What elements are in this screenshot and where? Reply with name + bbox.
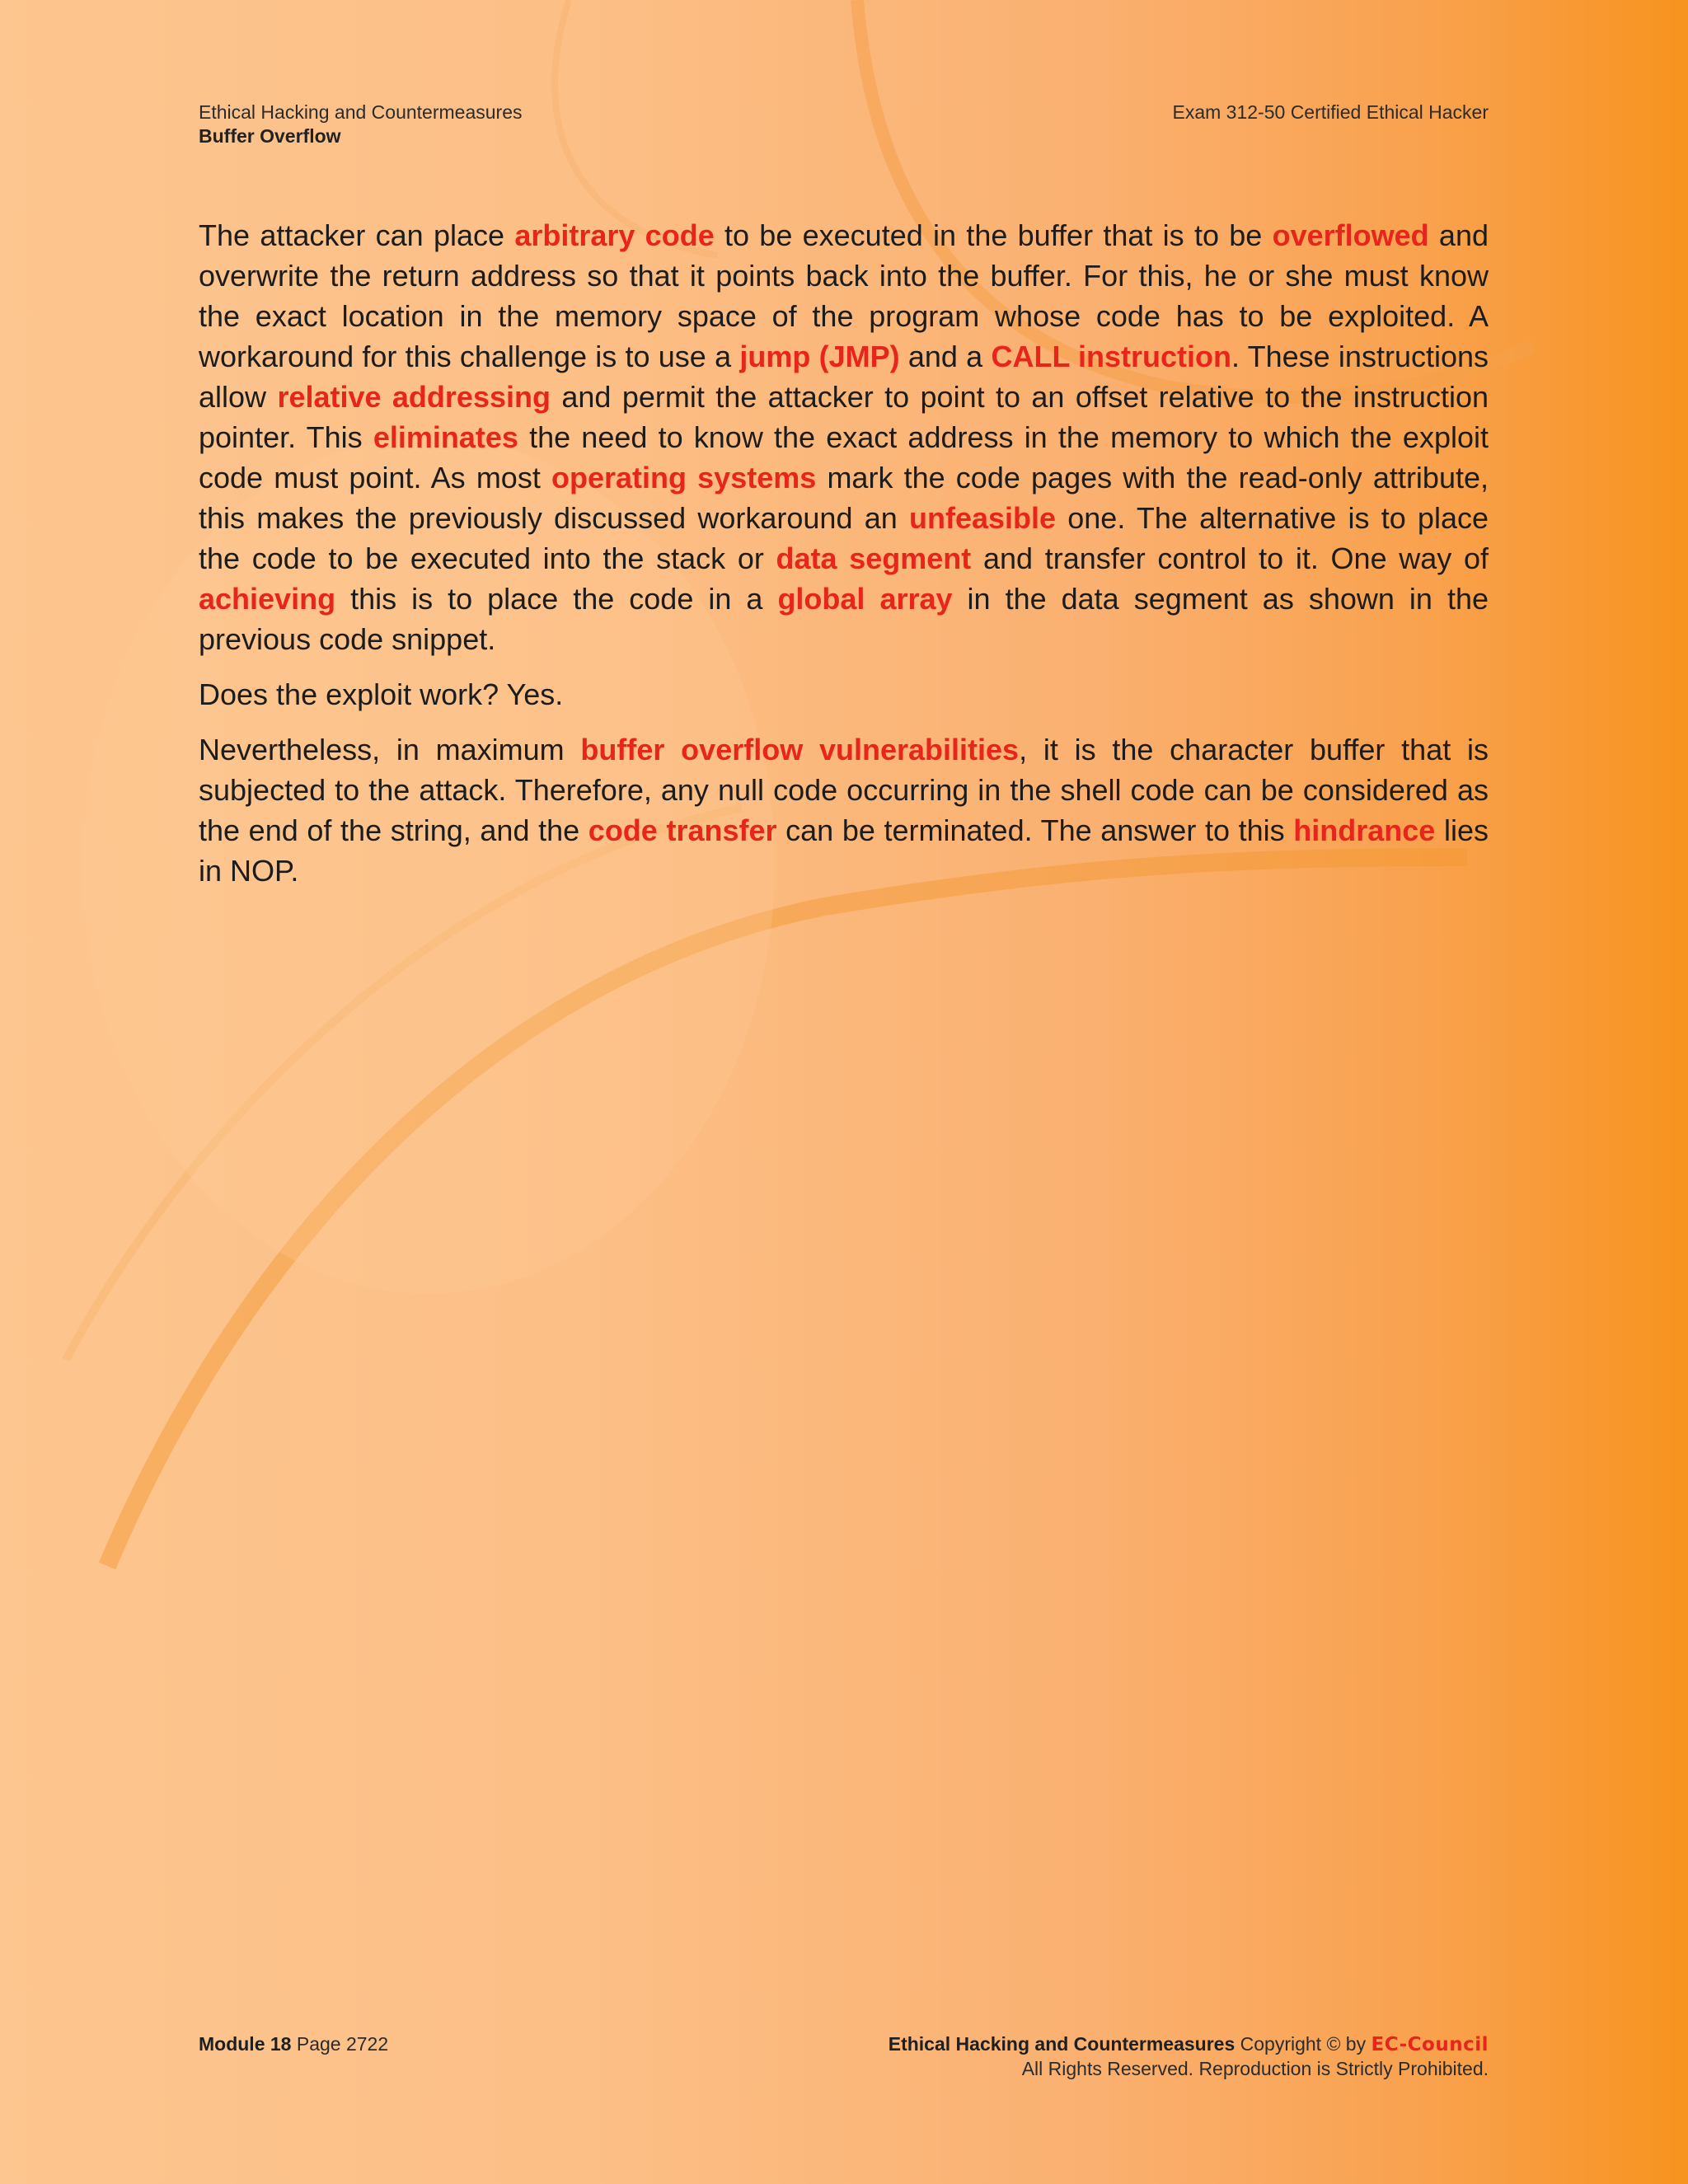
- page-footer-right: [889, 2032, 1489, 2081]
- highlighted-term: buffer overflow vulnerabilities: [580, 733, 1020, 766]
- body-content: [199, 215, 1489, 906]
- paragraph-2: [199, 674, 1489, 715]
- body-text: can be terminated. The answer to this: [776, 813, 1294, 847]
- header-exam-title: Exam 312-50 Certified Ethical Hacker: [1172, 101, 1489, 123]
- footer-copyright: Copyright © by: [1240, 2033, 1367, 2055]
- body-text: to be executed in the buffer that is to be: [714, 218, 1273, 252]
- ec-council-logo: EC-Council: [1371, 2034, 1489, 2055]
- highlighted-term: eliminates: [373, 420, 518, 454]
- body-text: lies in NOP.: [199, 813, 1489, 888]
- body-text: Does the exploit work? Yes.: [199, 677, 564, 711]
- body-text: mark the code pages with the read-only attribute, this makes the previously discussed workaround an: [199, 461, 1489, 535]
- highlighted-term: data segment: [776, 541, 972, 575]
- body-text: , it is the character buffer that is subjected to the attack. Therefore, any null code occurring in the shell code can be considered as the end of the string, and the: [199, 733, 1489, 847]
- footer-page-label: Page 2722: [296, 2033, 389, 2055]
- body-text: one. The alternative is to place the code to be executed into the stack or: [199, 501, 1489, 575]
- body-text: and a: [899, 340, 992, 373]
- highlighted-term: overflowed: [1272, 218, 1429, 252]
- highlighted-term: relative addressing: [277, 380, 551, 414]
- page-footer-left: [199, 2032, 388, 2056]
- highlighted-term: achieving: [199, 582, 336, 616]
- body-text: The attacker can place: [199, 218, 515, 252]
- header-section-title: Buffer Overflow: [199, 125, 341, 147]
- highlighted-term: operating systems: [551, 461, 817, 494]
- body-text: . These instructions allow: [199, 340, 1489, 414]
- body-text: and transfer control to it. One way of: [971, 541, 1489, 575]
- body-text: the need to know the exact address in the memory to which the exploit code must point. As most: [199, 420, 1489, 494]
- body-text: and overwrite the return address so that it points back into the buffer. For this, he or she must know the exact location in the memory space of the program whose code has to be exploited. A workaround for this challenge is to use a: [199, 218, 1489, 373]
- page-header-left: [199, 101, 522, 148]
- body-text: and permit the attacker to point to an offset relative to the instruction pointer. This: [199, 380, 1489, 454]
- body-text: in the data segment as shown in the previous code snippet.: [199, 582, 1489, 656]
- highlighted-term: unfeasible: [908, 501, 1057, 535]
- paragraph-3: [199, 729, 1489, 891]
- highlighted-term: code transfer: [588, 813, 777, 847]
- highlighted-term: global array: [777, 582, 953, 616]
- footer-module-label: Module 18: [199, 2033, 292, 2055]
- footer-rights: All Rights Reserved. Reproduction is Strictly Prohibited.: [1021, 2058, 1489, 2079]
- highlighted-term: arbitrary code: [514, 218, 715, 252]
- highlighted-term: CALL instruction: [991, 340, 1232, 373]
- paragraph-1: [199, 215, 1489, 659]
- page-header-right: [1173, 101, 1489, 124]
- footer-course-title: Ethical Hacking and Countermeasures: [888, 2033, 1236, 2055]
- highlighted-term: jump (JMP): [739, 340, 900, 373]
- body-text: this is to place the code in a: [335, 582, 778, 616]
- header-course-title: Ethical Hacking and Countermeasures: [199, 101, 523, 123]
- body-text: Nevertheless, in maximum: [199, 733, 581, 766]
- highlighted-term: hindrance: [1293, 813, 1436, 847]
